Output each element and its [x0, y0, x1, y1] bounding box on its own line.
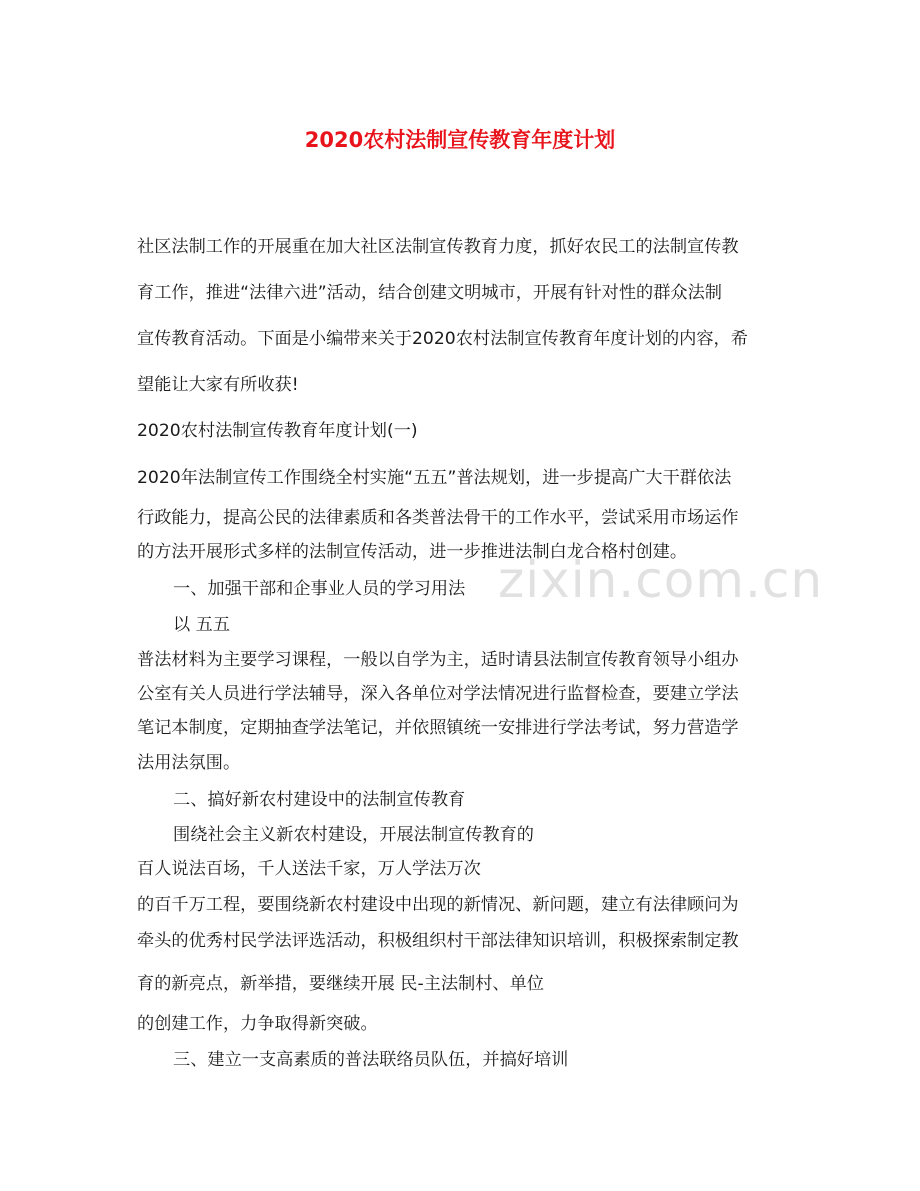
body-line: 社区法制工作的开展重在加大社区法制宣传教育力度，抓好农民工的法制宣传教	[137, 237, 739, 257]
body-line: 宣传教育活动。下面是小编带来关于2020农村法制宣传教育年度计划的内容，希	[137, 329, 748, 349]
subsection-heading: 三、建立一支高素质的普法联络员队伍，并搞好培训	[173, 1050, 569, 1070]
watermark: zixin.com.cn	[498, 551, 824, 609]
body-line: 公室有关人员进行学法辅导，深入各单位对学法情况进行监督检查，要建立学法	[137, 684, 739, 704]
body-line: 育工作，推进“法律六进”活动，结合创建文明城市，开展有针对性的群众法制	[137, 283, 722, 303]
body-line: 望能让大家有所收获!	[137, 375, 299, 395]
document-title: 2020农村法制宣传教育年度计划	[304, 128, 616, 152]
body-line: 的创建工作，力争取得新突破。	[137, 1014, 378, 1034]
body-line: 普法材料为主要学习课程，一般以自学为主，适时请县法制宣传教育领导小组办	[137, 650, 739, 670]
body-line: 百人说法百场，千人送法千家，万人学法万次	[137, 859, 481, 879]
section-heading: 2020农村法制宣传教育年度计划(一)	[137, 421, 418, 441]
body-line: 法用法氛围。	[137, 753, 241, 773]
subsection-heading: 一、加强干部和企事业人员的学习用法	[173, 579, 466, 599]
body-line: 行政能力，提高公民的法律素质和各类普法骨干的工作水平，尝试采用市场运作	[137, 508, 739, 528]
body-line: 以 五五	[173, 615, 231, 635]
body-line: 的方法开展形式多样的法制宣传活动，进一步推进法制白龙合格村创建。	[137, 542, 688, 562]
body-line: 围绕社会主义新农村建设，开展法制宣传教育的	[173, 825, 534, 845]
body-line: 育的新亮点，新举措，要继续开展 民-主法制村、单位	[137, 974, 544, 994]
body-line: 笔记本制度，定期抽查学法笔记，并依照镇统一安排进行学法考试，努力营造学	[137, 718, 739, 738]
body-line: 的百千万工程，要围绕新农村建设中出现的新情况、新问题，建立有法律顾问为	[137, 895, 739, 915]
body-line: 2020年法制宣传工作围绕全村实施“五五”普法规划，进一步提高广大干群依法	[137, 468, 732, 488]
body-line: 牵头的优秀村民学法评选活动，积极组织村干部法律知识培训，积极探索制定教	[137, 931, 739, 951]
subsection-heading: 二、搞好新农村建设中的法制宣传教育	[173, 790, 466, 810]
